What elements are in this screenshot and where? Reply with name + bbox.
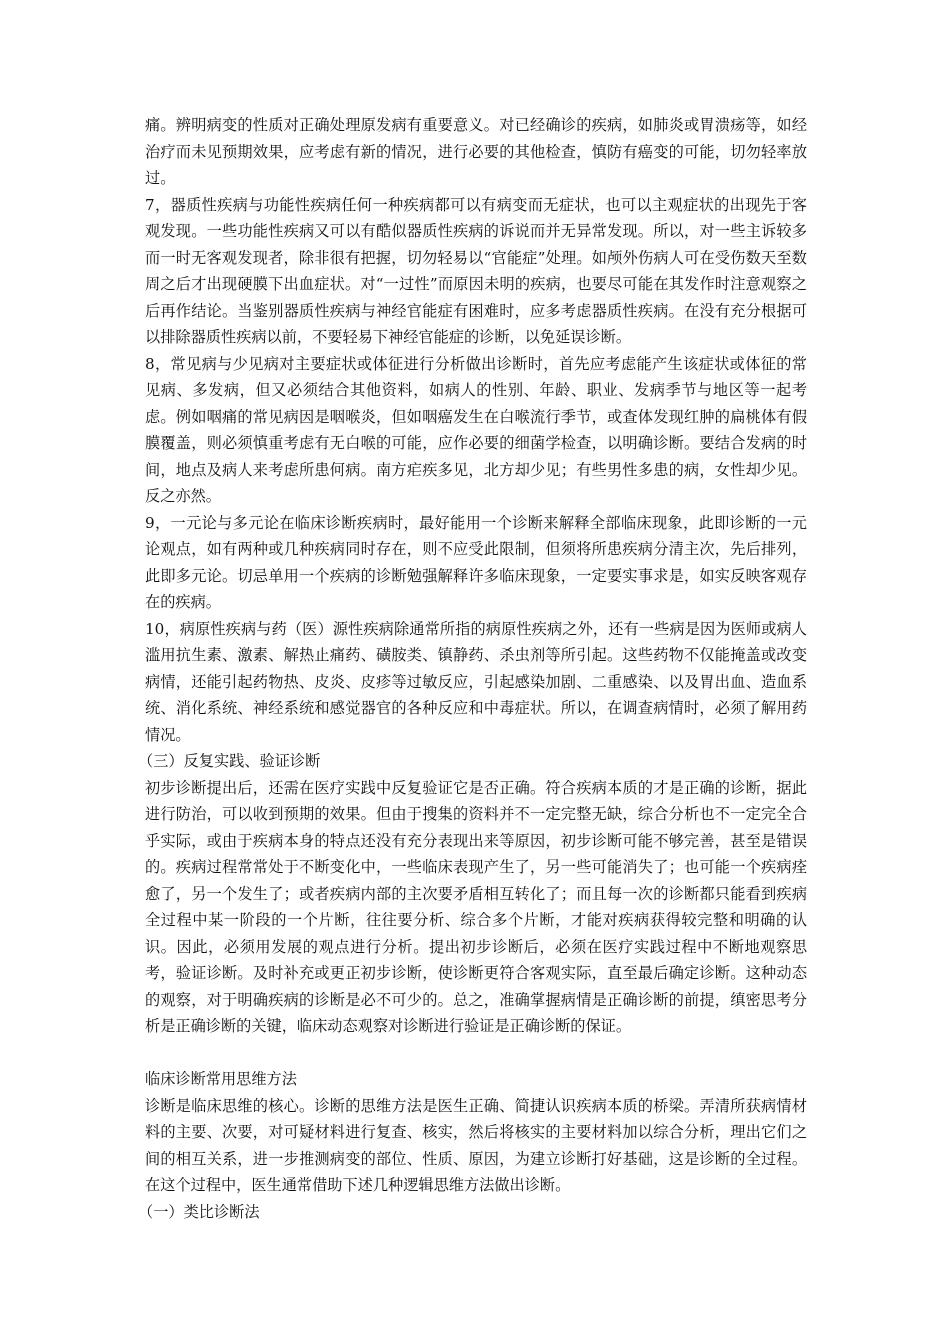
paragraph-iatrogenic-disease: 10，病原性疾病与药（医）源性疾病除通常所指的病原性疾病之外，还有一些病是因为医师或病人滥用抗生素、激素、解热止痛药、磺胺类、镇静药、杀虫剂等所引起。这些药物不仅能掩盖或改变病情，还能引起药物热、皮炎、皮疹等过敏反应，引起感染加剧、二重感染、以及胃出血、造血系统、消化系统、神经系统和感觉器官的各种反应和中毒症状。所以，在调查病情时，必须了解用药情况。 [145, 619, 807, 744]
section-heading-thinking-methods: 临床诊断常用思维方法 [145, 1070, 297, 1088]
document-page [138, 112, 807, 1225]
subsection-heading-analogy-method: （一）类比诊断法 [138, 1202, 260, 1221]
section-heading-verify-diagnosis: （三）反复实践、验证诊断 [138, 752, 321, 770]
paragraph-verify-diagnosis: 初步诊断提出后，还需在医疗实践中反复验证它是否正确。符合疾病本质的才是正确的诊断，据此进行防治，可以收到预期的效果。但由于搜集的资料并不一定完整无缺，综合分析也不一定完全合乎实际，或由于疾病本身的特点还没有充分表现出来等原因，初步诊断可能不够完善，甚至是错误的。疾病过程常常处于不断变化中，一些临床表现产生了，另一些可能消失了；也可能一个疾病痊愈了，另一个发生了；或者疾病内部的主次要矛盾相互转化了；而且每一次的诊断都只能看到疾病全过程中某一阶段的一个片断，往往要分析、综合多个片断，才能对疾病获得较完整和明确的认识。因此，必须用发展的观点进行分析。提出初步诊断后，必须在医疗实践过程中不断地观察思考，验证诊断。及时补充或更正初步诊断，使诊断更符合客观实际，直至最后确定诊断。这种动态的观察，对于明确疾病的诊断是必不可少的。总之，准确掌握病情是正确诊断的前提，缜密思考分析是正确诊断的关键，临床动态观察对诊断进行验证是正确诊断的保证。 [145, 778, 807, 1035]
paragraph-thinking-methods: 诊断是临床思维的核心。诊断的思维方法是医生正确、简捷认识疾病本质的桥梁。弄清所获病情材料的主要、次要，对可疑材料进行复查、核实，然后将核实的主要材料加以综合分析，理出它们之间的相互关系，进一步推测病变的部位、性质、原因，为建立诊断打好基础，这是诊断的全过程。在这个过程中，医生通常借助下述几种逻辑思维方法做出诊断。 [145, 1096, 807, 1194]
paragraph-pathology-nature: 痛。辨明病变的性质对正确处理原发病有重要意义。对已经确诊的疾病，如肺炎或胃溃疡等，如经治疗而未见预期效果，应考虑有新的情况，进行必要的其他检查，慎防有癌变的可能，切勿轻率放过。 [145, 116, 807, 187]
blank-line [145, 1040, 807, 1067]
paragraph-organic-vs-functional: 7，器质性疾病与功能性疾病任何一种疾病都可以有病变而无症状，也可以主观症状的出现先于客观发现。一些功能性疾病又可以有酷似器质性疾病的诉说而并无异常发现。所以，对一些主诉较多而一时无客观发现者，除非很有把握，切勿轻易以“官能症”处理。如颅外伤病人可在受伤数天至数周之后才出现硬膜下出血症状。对“一过性”而原因未明的疾病，也要尽可能在其发作时注意观察之后再作结论。当鉴别器质性疾病与神经官能症有困难时，应多考虑器质性疾病。在没有充分根据可以排除器质性疾病以前，不要轻易下神经官能症的诊断，以免延误诊断。 [145, 195, 807, 346]
paragraph-monism-vs-pluralism: 9，一元论与多元论在临床诊断疾病时，最好能用一个诊断来解释全部临床现象，此即诊断的一元论观点，如有两种或几种疾病同时存在，则不应受此限制，但须将所患疾病分清主次，先后排列，此即多元论。切忌单用一个疾病的诊断勉强解释许多临床现象，一定要实事求是，如实反映客观存在的疾病。 [145, 513, 807, 611]
paragraph-common-vs-rare: 8，常见病与少见病对主要症状或体征进行分析做出诊断时，首先应考虑能产生该症状或体征的常见病、多发病，但又必须结合其他资料，如病人的性别、年龄、职业、发病季节与地区等一起考虑。例如咽痛的常见病因是咽喉炎，但如咽癌发生在白喉流行季节，或查体发现红肿的扁桃体有假膜覆盖，则必须慎重考虑有无白喉的可能，应作必要的细菌学检查，以明确诊断。要结合发病的时间，地点及病人来考虑所患何病。南方疟疾多见，北方却少见；有些男性多患的病，女性却少见。反之亦然。 [145, 354, 807, 505]
